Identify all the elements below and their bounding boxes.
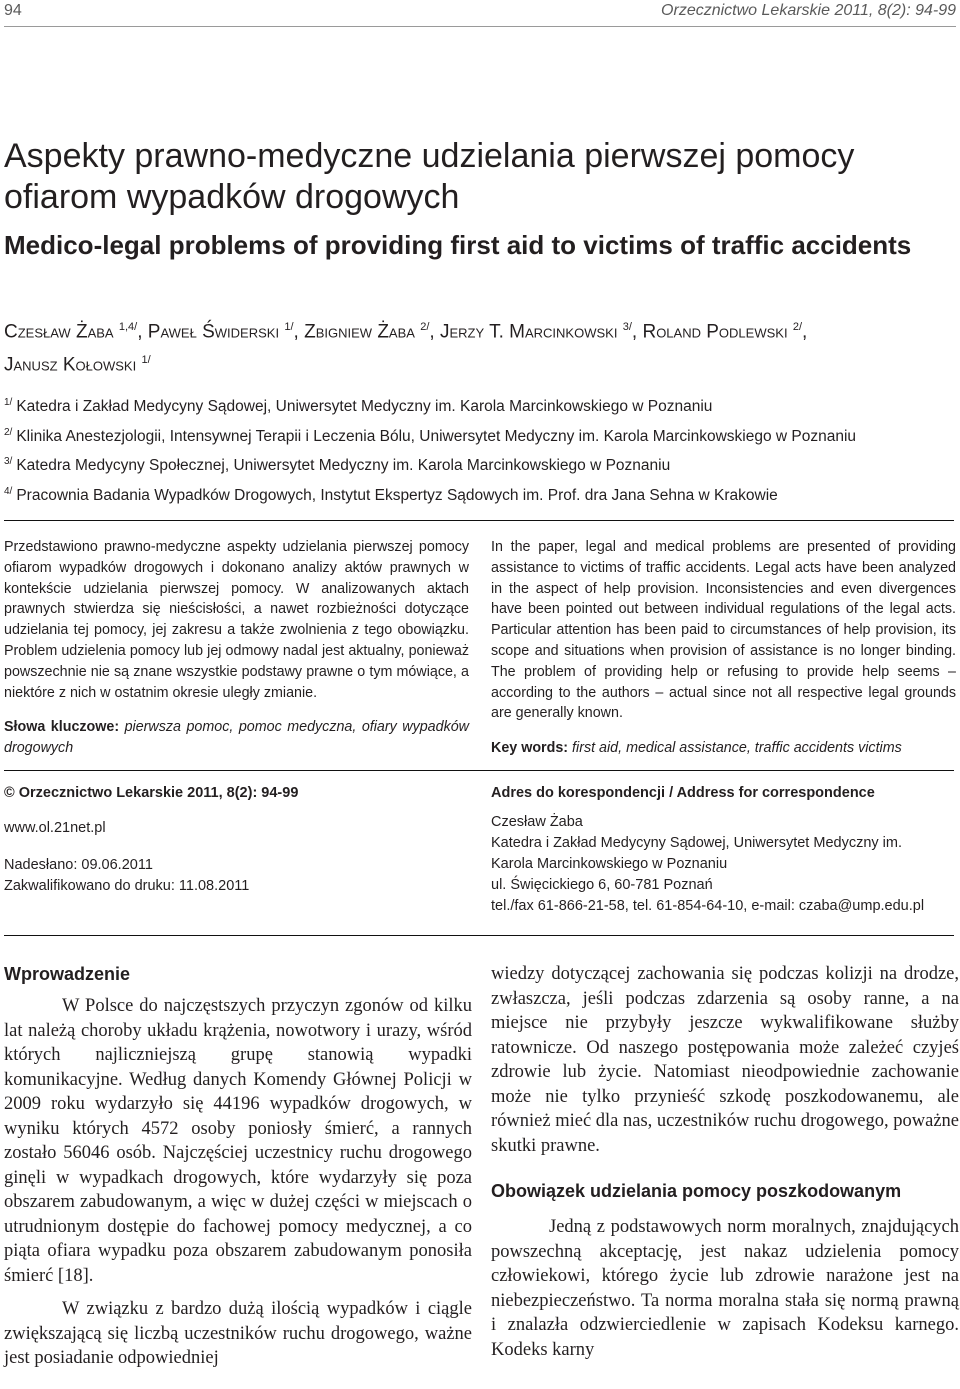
section-divider bbox=[4, 770, 954, 771]
article-title-en: Medico-legal problems of providing first aid to victims of traffic accidents bbox=[4, 230, 912, 260]
affiliation-text: Pracownia Badania Wypadków Drogowych, Instytut Ekspertyz Sądowych im. Prof. dra Jana Sehna w Krakowie bbox=[16, 487, 778, 505]
correspondence-block bbox=[491, 783, 956, 917]
body-paragraph: Jedną z podstawowych norm moralnych, znajdujących powszechną akceptację, jest nakaz udzielenia pomocy człowiekowi, którego życie lub zdrowie narażone jest na niebezpieczeństwo. Ta norma moralna stała się normą prawną i znalazła odzwierciedlenie w zapisach Kodeksu karnego. Kodeks karny bbox=[491, 1217, 959, 1360]
copyright-line: © Orzecznictwo Lekarskie 2011, 8(2): 94-99 bbox=[4, 785, 299, 801]
correspondence-line: Katedra i Zakład Medycyny Sądowej, Uniwersytet Medyczny im. bbox=[491, 835, 902, 851]
body-column-right bbox=[491, 962, 959, 1362]
author-affiliation-mark: 3/ bbox=[622, 321, 632, 333]
author-affiliation-mark: 1,4/ bbox=[118, 321, 138, 333]
section-heading: Obowiązek udzielania pomocy poszkodowanym bbox=[491, 1181, 902, 1201]
journal-info bbox=[4, 783, 469, 897]
author-name: Paweł Świderski bbox=[147, 321, 280, 343]
author-name: Zbigniew Żaba bbox=[304, 321, 415, 343]
received-date: Nadesłano: 09.06.2011 bbox=[4, 857, 153, 873]
body-column-left bbox=[4, 962, 472, 1371]
author-affiliation-mark: 1/ bbox=[141, 354, 151, 367]
author-name: Roland Podlewski bbox=[642, 321, 788, 343]
article-title-pl: Aspekty prawno-medyczne udzielania pierwszej pomocy ofiarom wypadków drogowych bbox=[4, 137, 855, 216]
affiliation-mark: 3/ bbox=[4, 456, 13, 468]
section-divider bbox=[4, 520, 954, 521]
affiliation-list bbox=[4, 390, 954, 509]
journal-reference: Orzecznictwo Lekarskie 2011, 8(2): 94-99 bbox=[661, 2, 956, 19]
affiliation-item bbox=[4, 420, 954, 450]
affiliation-text: Katedra i Zakład Medycyny Sądowej, Uniwersytet Medyczny im. Karola Marcinkowskiego w Poznaniu bbox=[16, 398, 713, 416]
keywords-block bbox=[4, 717, 469, 759]
author-affiliation-mark: 1/ bbox=[284, 321, 294, 333]
correspondence-line: Czesław Żaba bbox=[491, 814, 583, 830]
keywords-block bbox=[491, 738, 956, 759]
abstract-text: Przedstawiono prawno-medyczne aspekty udzielania pierwszej pomocy ofiarom wypadków drogowych i dokonano analizy aktów prawnych w kontekście udzielania pierwszej pomocy. W analizowanych aktach prawnych stwierdza się nieścisłości, a nawet rozbieżności dotyczące udzielania tej pomocy, jej zakresu a także zwolnienia z tego obowiązku. Problem udzielenia pomocy lub jej odmowy nadal jest aktualny, ponieważ powszechnie nie są znane wszystkie podstawy prawne o tym mówiące, a niektóre z nich w ostatnim okresie uległy zmianie. bbox=[4, 539, 469, 701]
author-name: Czesław Żaba bbox=[4, 321, 114, 343]
accepted-date: Zakwalifikowano do druku: 11.08.2011 bbox=[4, 878, 250, 894]
correspondence-line: Karola Marcinkowskiego w Poznaniu bbox=[491, 856, 728, 872]
affiliation-item bbox=[4, 449, 954, 479]
abstract-text: In the paper, legal and medical problems are presented of providing assistance to victims of traffic accidents. Legal acts have been analyzed in the aspect of help provision. Inconsistencies and even divergences have been pointed out between individual regulations of the legal acts. Particular attention has been paid to circumstances of help provision, its scope and situations when provision of assistance is no longer binding. The problem of providing help or refusing to provide help seems – according to the authors – actual since not all respective legal grounds are generally known. bbox=[491, 539, 956, 722]
affiliation-mark: 2/ bbox=[4, 426, 13, 438]
section-divider bbox=[4, 935, 954, 936]
keywords-label: Słowa kluczowe: bbox=[4, 719, 120, 736]
affiliation-mark: 4/ bbox=[4, 485, 13, 497]
affiliation-item bbox=[4, 479, 954, 509]
author-affiliation-mark: 2/ bbox=[420, 321, 430, 333]
affiliation-text: Katedra Medycyny Społecznej, Uniwersytet Medyczny im. Karola Marcinkowskiego w Poznaniu bbox=[16, 457, 671, 475]
correspondence-title: Adres do korespondencji / Address for correspondence bbox=[491, 785, 875, 801]
abstract-pl bbox=[4, 537, 469, 773]
affiliation-text: Klinika Anestezjologii, Intensywnej Terapii i Leczenia Bólu, Uniwersytet Medyczny im. Karola Marcinkowskiego w Poznaniu bbox=[16, 427, 857, 445]
correspondence-line: ul. Święcickiego 6, 60-781 Poznań bbox=[491, 877, 713, 893]
abstract-en bbox=[491, 537, 956, 773]
affiliation-item bbox=[4, 390, 954, 420]
author-list: Czesław Żaba $^{1,4/}$, Paweł Świderski $^{1/}$, Zbigniew Żaba $^{2/}$, Jerzy T. Marcinkowski $^{3/}$, Roland Podlewski $^{2/}$, Janusz Kołowski $^{1/}$ bbox=[4, 321, 808, 376]
section-heading: Wprowadzenie bbox=[4, 964, 131, 984]
author-affiliation-mark: 2/ bbox=[792, 321, 803, 333]
keywords-label: Key words: bbox=[491, 740, 569, 757]
running-header bbox=[4, 0, 956, 27]
body-paragraph: W Polsce do najczęstszych przyczyn zgonów od kilku lat należą choroby układu krążenia, nowotwory i urazy, wśród których najliczniejszą grupę stanowią wypadki komunikacyjne. Według danych Komendy Głównej Policji w 2009 roku wydarzyło się 44196 wypadków drogowych, w wyniku których 4572 osoby poniosły śmierć, a rannych zostało 56046 osób. Najczęściej uczestnicy ruchu drogowego ginęli w wypadkach drogowych, które wydarzyły się poza obszarem zabudowanym, a więc w dużej części w miejscach o utrudnionym dostępie do fachowej pomocy medycznej, a co piąta ofiara wypadku poza obszarem zabudowanym ponosiła śmierć [18]. bbox=[4, 996, 472, 1286]
affiliation-mark: 1/ bbox=[4, 397, 13, 408]
author-name: Janusz Kołowski bbox=[4, 354, 137, 376]
body-paragraph: W związku z bardzo dużą ilością wypadków i ciągle zwiększającą się liczbą uczestników ruchu drogowego, ważne jest posiadanie odpowiedniej bbox=[4, 1299, 472, 1368]
body-paragraph: wiedzy dotyczącej zachowania się podczas kolizji na drodze, zwłaszcza, jeśli podczas zdarzenia są osoby ranne, a na miejsce nie przybyły jeszcze wykwalifikowane służby ratownicze. Od naszego postępowania może zależeć czyjeś zdrowie lub życie. Natomiast nieodpowiednie zachowanie może nie tylko przynieść szkodę poszkodowanemu, ale również mieć dla nas, uczestników ruchu drogowego, poważne skutki prawne. bbox=[491, 964, 959, 1156]
keywords-text: first aid, medical assistance, traffic accidents victims bbox=[572, 740, 902, 757]
page-number: 94 bbox=[4, 2, 22, 19]
author-name: Jerzy T. Marcinkowski bbox=[439, 321, 618, 343]
journal-website: www.ol.21net.pl bbox=[4, 820, 106, 836]
correspondence-line: tel./fax 61-866-21-58, tel. 61-854-64-10, e-mail: czaba@ump.edu.pl bbox=[491, 898, 925, 914]
keywords-text: pierwsza pomoc, pomoc medyczna, ofiary wypadków drogowych bbox=[4, 719, 469, 757]
